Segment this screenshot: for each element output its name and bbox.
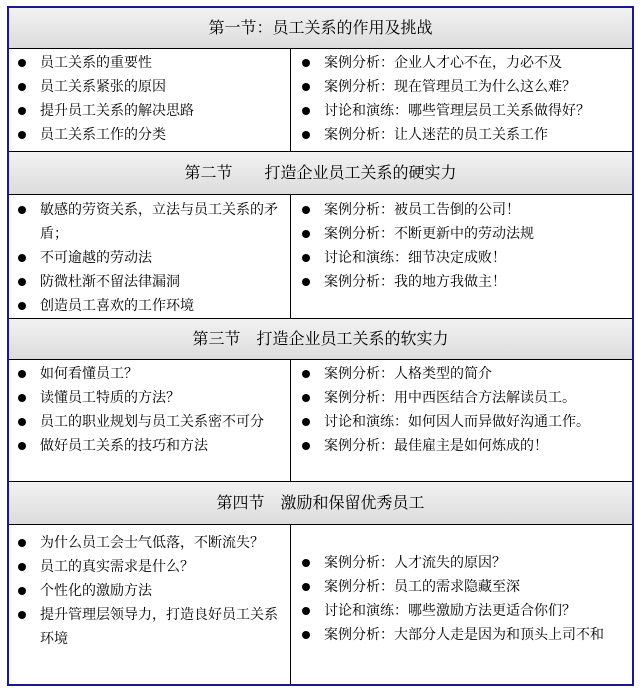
section-title: 第二节 打造企业员工关系的硬实力 (184, 163, 457, 182)
section-3-topics (9, 360, 291, 481)
list-item: 讨论和演练：细节决定成败！ (299, 246, 632, 270)
list-item: 案例分析：人才流失的原因？ (299, 551, 632, 575)
list-item: 案例分析：员工的需求隐藏至深 (299, 575, 632, 599)
section-2-header (9, 151, 632, 195)
list-item: 员工的真实需求是什么？ (15, 555, 290, 579)
list-item: 案例分析：大部分人走是因为和顶头上司不和 (299, 623, 632, 647)
list-item: 个性化的激励方法 (15, 579, 290, 603)
section-1-topics (9, 49, 291, 151)
section-1-header (9, 8, 632, 49)
bullet-icon (302, 230, 310, 238)
section-4-header (9, 481, 632, 525)
list-item: 做好员工关系的技巧和方法 (15, 434, 290, 458)
list-item: 案例分析：最佳雇主是如何炼成的！ (299, 434, 632, 458)
list-item: 员工关系工作的分类 (15, 123, 290, 147)
list-item: 敏感的劳资关系，立法与员工关系的矛盾； (15, 198, 290, 246)
section-3-cases (291, 360, 632, 481)
bullet-icon (18, 206, 26, 214)
bullet-icon (302, 559, 310, 567)
section-4-topics (9, 525, 291, 684)
bullet-icon (18, 278, 26, 286)
bullet-icon (302, 131, 310, 139)
bullet-icon (302, 206, 310, 214)
section-4-cases (291, 525, 632, 684)
list-item: 员工的职业规划与员工关系密不可分 (15, 410, 290, 434)
list-item: 提升管理层领导力，打造良好员工关系环境 (15, 603, 290, 651)
list-item: 讨论和演练：哪些激励方法更适合你们？ (299, 599, 632, 623)
section-title: 第三节 打造企业员工关系的软实力 (192, 329, 449, 348)
bullet-icon (302, 370, 310, 378)
bullet-icon (18, 563, 26, 571)
list-item: 为什么员工会士气低落，不断流失？ (15, 531, 290, 555)
list-item: 不可逾越的劳动法 (15, 246, 290, 270)
list-item: 案例分析：企业人才心不在，力必不及 (299, 51, 632, 75)
list-item: 读懂员工特质的方法？ (15, 386, 290, 410)
section-2-topics (9, 195, 291, 318)
list-item: 创造员工喜欢的工作环境 (15, 294, 290, 318)
section-1-cases (291, 49, 632, 151)
list-item: 案例分析：人格类型的简介 (299, 362, 632, 386)
bullet-icon (302, 583, 310, 591)
bullet-icon (18, 254, 26, 262)
bullet-icon (302, 631, 310, 639)
bullet-icon (302, 278, 310, 286)
list-item: 案例分析：我的地方我做主！ (299, 270, 632, 294)
list-item: 案例分析：用中西医结合方法解读员工。 (299, 386, 632, 410)
list-item: 案例分析：现在管理员工为什么这么难？ (299, 75, 632, 99)
section-title: 第一节：员工关系的作用及挑战 (208, 18, 433, 37)
list-item: 员工关系的重要性 (15, 51, 290, 75)
bullet-icon (302, 442, 310, 450)
bullet-icon (18, 83, 26, 91)
list-item: 讨论和演练：哪些管理层员工关系做得好？ (299, 99, 632, 123)
bullet-icon (18, 418, 26, 426)
bullet-icon (302, 418, 310, 426)
bullet-icon (302, 607, 310, 615)
bullet-icon (302, 83, 310, 91)
bullet-icon (302, 254, 310, 262)
bullet-icon (18, 107, 26, 115)
list-item: 案例分析：让人迷茫的员工关系工作 (299, 123, 632, 147)
bullet-icon (18, 611, 26, 619)
list-item: 案例分析：不断更新中的劳动法规 (299, 222, 632, 246)
bullet-icon (302, 59, 310, 67)
bullet-icon (18, 442, 26, 450)
bullet-icon (302, 394, 310, 402)
list-item: 讨论和演练：如何因人而异做好沟通工作。 (299, 410, 632, 434)
section-3-header (9, 318, 632, 360)
list-item: 如何看懂员工？ (15, 362, 290, 386)
bullet-icon (18, 370, 26, 378)
bullet-icon (302, 107, 310, 115)
bullet-icon (18, 131, 26, 139)
course-outline-table (7, 6, 634, 686)
list-item: 提升员工关系的解决思路 (15, 99, 290, 123)
section-2-cases (291, 195, 632, 318)
bullet-icon (18, 394, 26, 402)
bullet-icon (18, 302, 26, 310)
list-item: 案例分析：被员工告倒的公司！ (299, 198, 632, 222)
bullet-icon (18, 539, 26, 547)
list-item: 员工关系紧张的原因 (15, 75, 290, 99)
bullet-icon (18, 587, 26, 595)
section-title: 第四节 激励和保留优秀员工 (216, 493, 425, 512)
list-item: 防微杜渐不留法律漏洞 (15, 270, 290, 294)
bullet-icon (18, 59, 26, 67)
